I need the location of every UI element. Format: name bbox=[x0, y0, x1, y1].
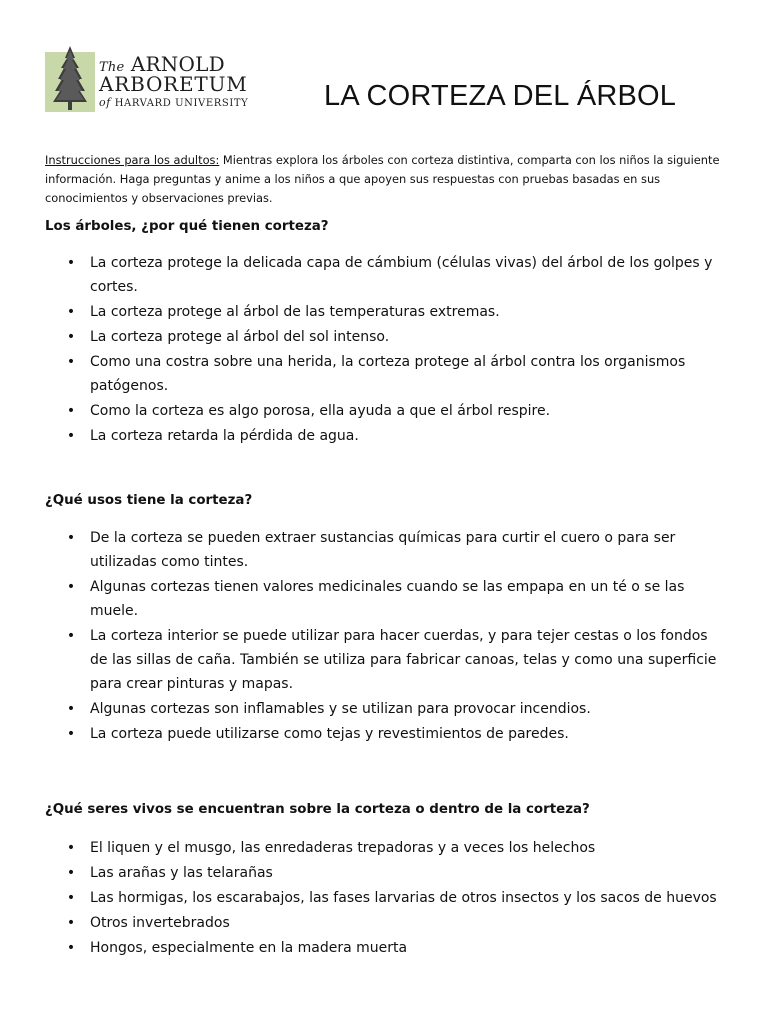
list-item: • La corteza protege al árbol del sol intenso. bbox=[45, 325, 725, 349]
section-heading-living-things: ¿Qué seres vivos se encuentran sobre la corteza o dentro de la corteza? bbox=[45, 802, 590, 817]
list-item: • Otros invertebrados bbox=[45, 911, 725, 935]
tree-icon bbox=[45, 46, 95, 112]
bullet-icon: • bbox=[66, 255, 76, 271]
section-list-living-things bbox=[45, 836, 725, 961]
bullet-icon: • bbox=[66, 915, 76, 931]
section-heading-why-bark: Los árboles, ¿por qué tienen corteza? bbox=[45, 219, 329, 234]
intro-lead: Instrucciones para los adultos: bbox=[45, 153, 220, 167]
logo-line-3: of HARVARD UNIVERSITY bbox=[99, 96, 249, 109]
bullet-icon: • bbox=[66, 329, 76, 345]
bullet-icon: • bbox=[66, 354, 76, 370]
list-item: • Las hormigas, los escarabajos, las fases larvarias de otros insectos y los sacos de huevos bbox=[45, 886, 725, 910]
list-item: • El liquen y el musgo, las enredaderas trepadoras y a veces los helechos bbox=[45, 836, 725, 860]
list-item: • La corteza retarda la pérdida de agua. bbox=[45, 424, 725, 448]
bullet-icon: • bbox=[66, 890, 76, 906]
section-list-bark-uses bbox=[45, 526, 725, 747]
logo-line-1: The ARNOLD bbox=[99, 52, 225, 76]
bullet-icon: • bbox=[66, 428, 76, 444]
section-list-why-bark bbox=[45, 251, 725, 449]
list-item: • La corteza protege la delicada capa de cámbium (células vivas) del árbol de los golpes y cortes. bbox=[45, 251, 725, 299]
bullet-icon: • bbox=[66, 304, 76, 320]
bullet-icon: • bbox=[66, 628, 76, 644]
bullet-icon: • bbox=[66, 865, 76, 881]
bullet-icon: • bbox=[66, 701, 76, 717]
list-item: • Algunas cortezas tienen valores medicinales cuando se las empapa en un té o se las muele. bbox=[45, 575, 725, 623]
bullet-icon: • bbox=[66, 840, 76, 856]
bullet-icon: • bbox=[66, 579, 76, 595]
section-heading-bark-uses: ¿Qué usos tiene la corteza? bbox=[45, 493, 253, 508]
page-title: LA CORTEZA DEL ÁRBOL bbox=[324, 80, 677, 112]
list-item: • La corteza interior se puede utilizar para hacer cuerdas, y para tejer cestas o los fondos de las sillas de caña. También se utiliza para fabricar canoas, telas y como una superficie para crear pinturas y mapas. bbox=[45, 624, 725, 696]
list-item: • La corteza protege al árbol de las temperaturas extremas. bbox=[45, 300, 725, 324]
bullet-icon: • bbox=[66, 726, 76, 742]
bullet-icon: • bbox=[66, 940, 76, 956]
list-item: • Hongos, especialmente en la madera muerta bbox=[45, 936, 725, 960]
intro-paragraph bbox=[45, 151, 725, 208]
list-item: • Como una costra sobre una herida, la corteza protege al árbol contra los organismos patógenos. bbox=[45, 350, 725, 398]
logo-wordmark bbox=[99, 46, 249, 112]
bullet-icon: • bbox=[66, 403, 76, 419]
arnold-arboretum-logo bbox=[45, 46, 249, 112]
bullet-icon: • bbox=[66, 530, 76, 546]
list-item: • Como la corteza es algo porosa, ella ayuda a que el árbol respire. bbox=[45, 399, 725, 423]
list-item: • Algunas cortezas son inflamables y se utilizan para provocar incendios. bbox=[45, 697, 725, 721]
list-item: • La corteza puede utilizarse como tejas y revestimientos de paredes. bbox=[45, 722, 725, 746]
list-item: • Las arañas y las telarañas bbox=[45, 861, 725, 885]
intro-text: Mientras explora los árboles con corteza distintiva, comparta con los niños la siguiente información. Haga preguntas y anime a los niños a que apoyen sus respuestas con pruebas basadas en sus conocimientos y observaciones previas. bbox=[45, 153, 720, 205]
logo-line-2: ARBORETUM bbox=[99, 72, 248, 96]
list-item: • De la corteza se pueden extraer sustancias químicas para curtir el cuero o para ser utilizadas como tintes. bbox=[45, 526, 725, 574]
